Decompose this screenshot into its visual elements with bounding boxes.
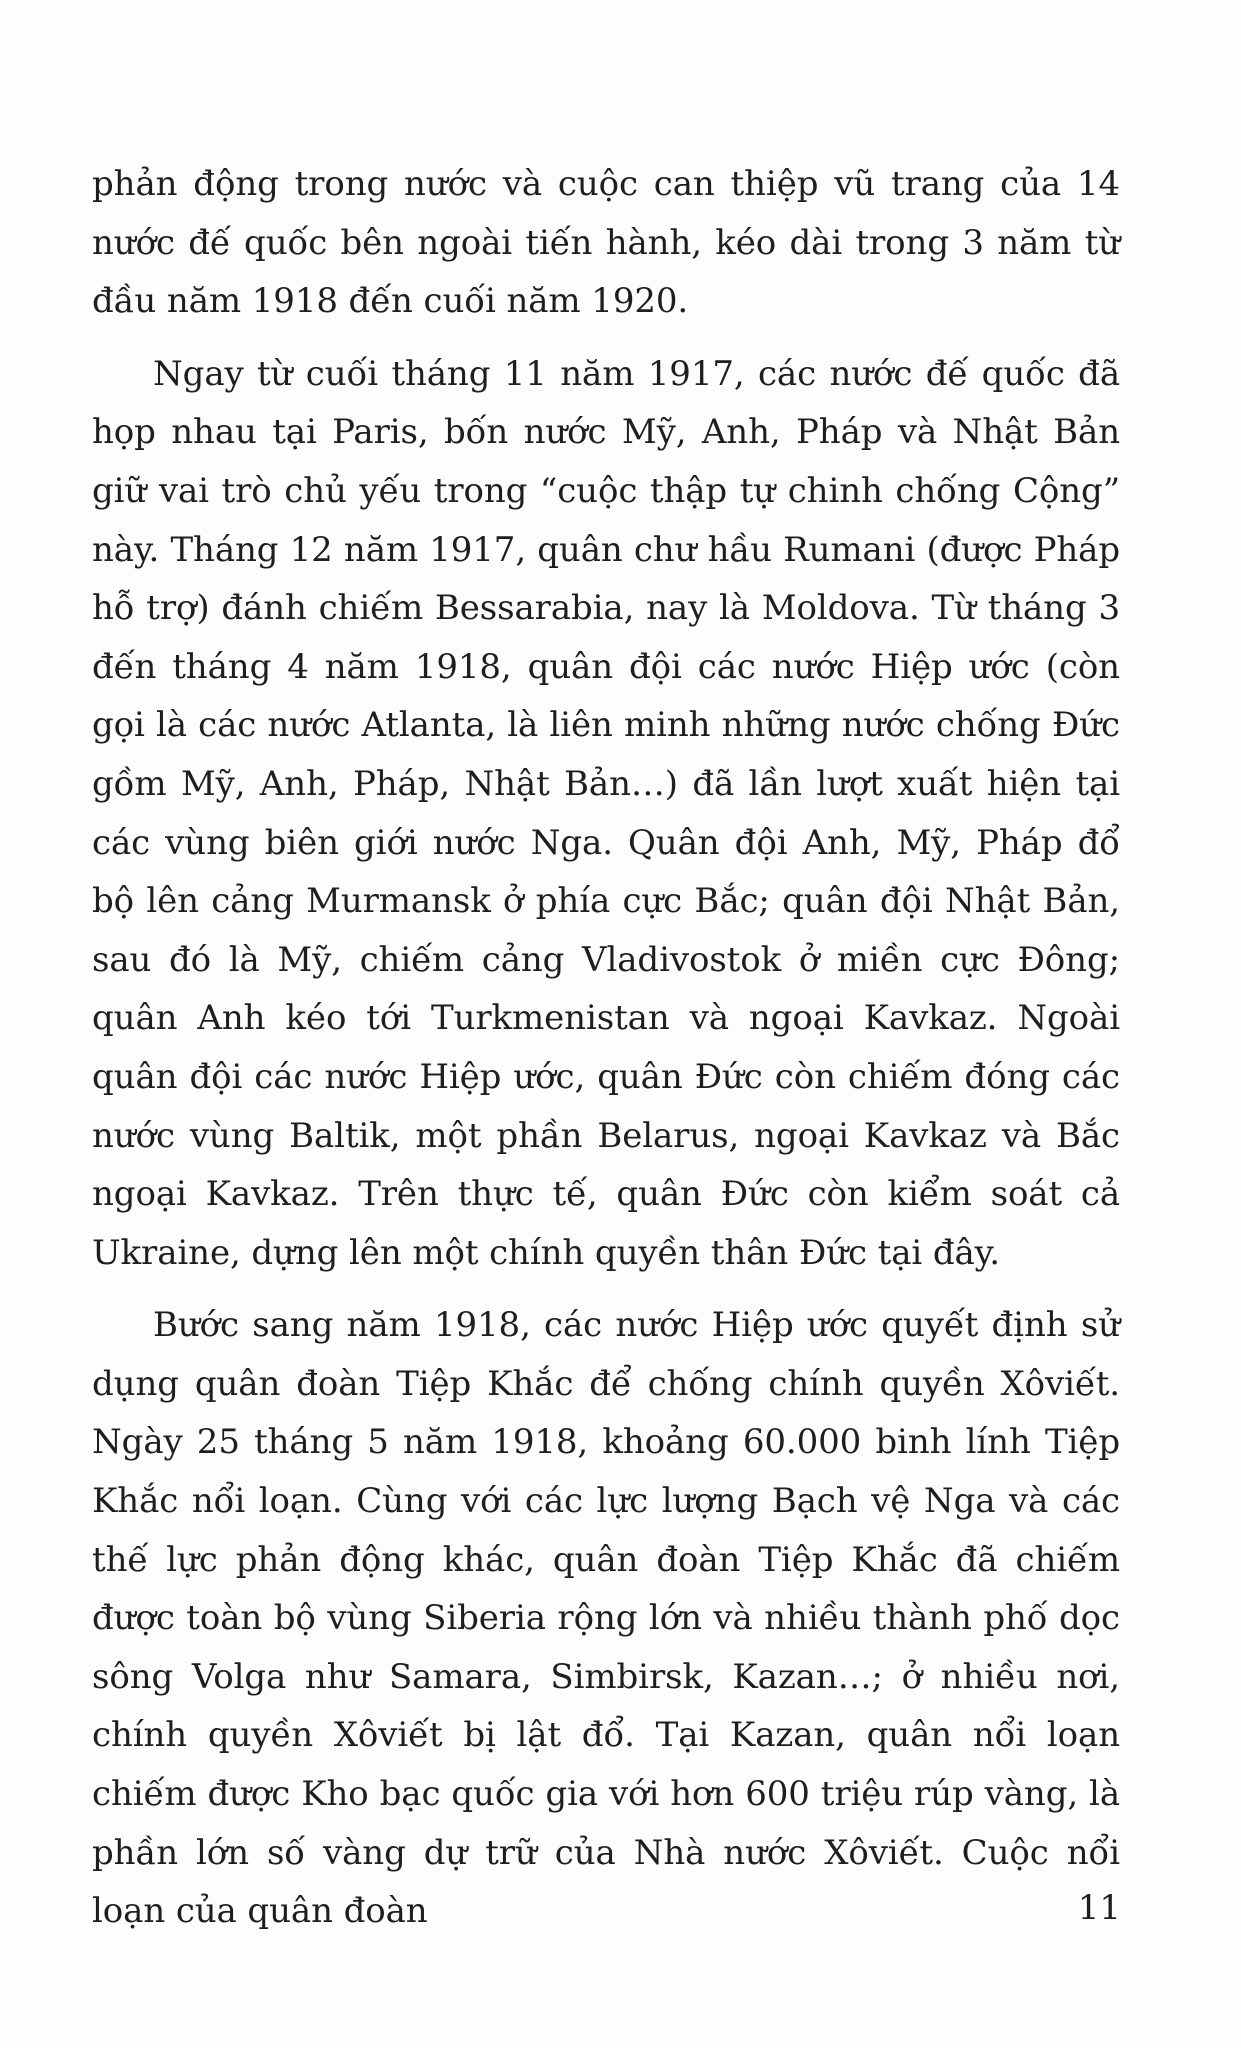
paragraph-2: Ngay từ cuối tháng 11 năm 1917, các nước đế quốc đã họp nhau tại Paris, bốn nước Mỹ, Anh, Pháp và Nhật Bản giữ vai trò chủ yếu trong “cuộc thập tự chinh chống Cộng” này. Tháng 12 năm 1917, quân chư hầu Rumani (được Pháp hỗ trợ) đánh chiếm Bessarabia, nay là Moldova. Từ tháng 3 đến tháng 4 năm 1918, quân đội các nước Hiệp ước (còn gọi là các nước Atlanta, là liên minh những nước chống Đức gồm Mỹ, Anh, Pháp, Nhật Bản…) đã lần lượt xuất hiện tại các vùng biên giới nước Nga. Quân đội Anh, Mỹ, Pháp đổ bộ lên cảng Murmansk ở phía cực Bắc; quân đội Nhật Bản, sau đó là Mỹ, chiếm cảng Vladivostok ở miền cực Đông; quân Anh kéo tới Turkmenistan và ngoại Kavkaz. Ngoài quân đội các nước Hiệp ước, quân Đức còn chiếm đóng các nước vùng Baltik, một phần Belarus, ngoại Kavkaz và Bắc ngoại Kavkaz. Trên thực tế, quân Đức còn kiểm soát cả Ukraine, dựng lên một chính quyền thân Đức tại đây. [92, 353, 1120, 1273]
body-text [92, 155, 1120, 1955]
paragraph-1: phản động trong nước và cuộc can thiệp vũ trang của 14 nước đế quốc bên ngoài tiến hành, kéo dài trong 3 năm từ đầu năm 1918 đến cuối năm 1920. [92, 164, 1120, 322]
page-number: 11 [1077, 1888, 1121, 1928]
paragraph-3: Bước sang năm 1918, các nước Hiệp ước quyết định sử dụng quân đoàn Tiệp Khắc để chống chính quyền Xôviết. Ngày 25 tháng 5 năm 1918, khoảng 60.000 binh lính Tiệp Khắc nổi loạn. Cùng với các lực lượng Bạch vệ Nga và các thế lực phản động khác, quân đoàn Tiệp Khắc đã chiếm được toàn bộ vùng Siberia rộng lớn và nhiều thành phố dọc sông Volga như Samara, Simbirsk, Kazan…; ở nhiều nơi, chính quyền Xôviết bị lật đổ. Tại Kazan, quân nổi loạn chiếm được Kho bạc quốc gia với hơn 600 triệu rúp vàng, là phần lớn số vàng dự trữ của Nhà nước Xôviết. Cuộc nổi loạn của quân đoàn [92, 1305, 1120, 1932]
